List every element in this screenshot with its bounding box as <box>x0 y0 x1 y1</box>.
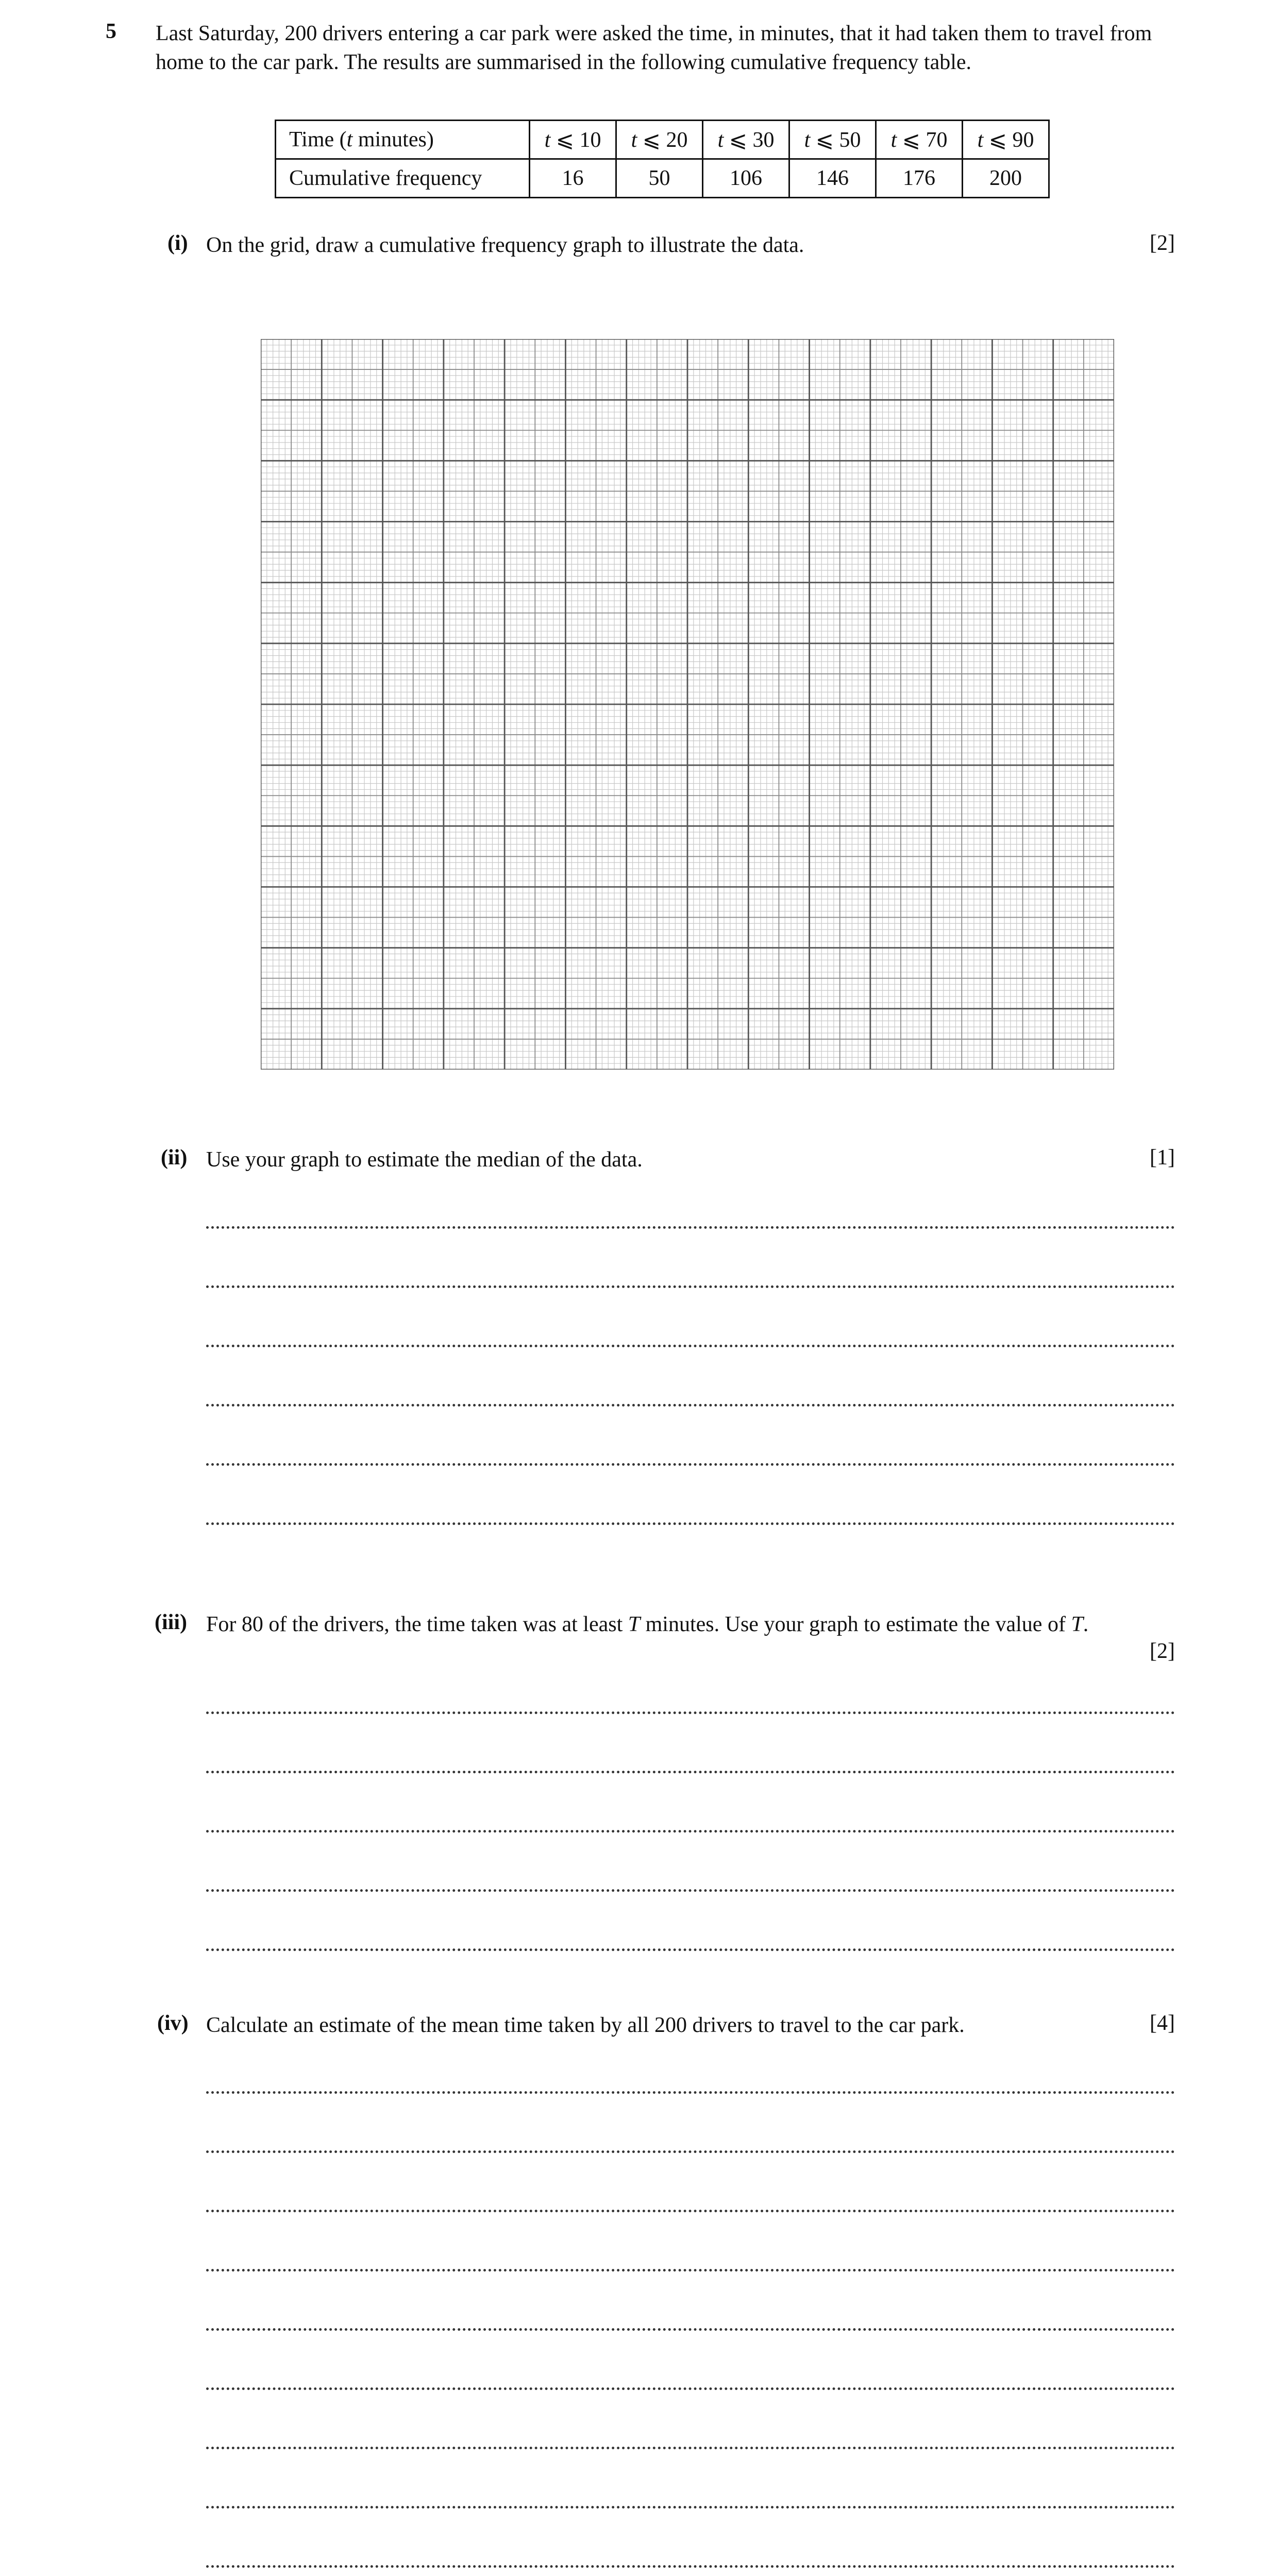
part-iii-text: For 80 of the drivers, the time taken was at least T minutes. Use your graph to estimate the value of T. <box>206 1613 1089 1636</box>
table-cell-bound: t ⩽ 20 <box>616 121 703 159</box>
table-cell-bound: t ⩽ 70 <box>876 121 963 159</box>
part-i-label: (i) <box>167 231 188 255</box>
answer-line[interactable] <box>206 2091 1175 2094</box>
answer-line[interactable] <box>206 2387 1175 2390</box>
table-cell-bound: t ⩽ 50 <box>789 121 876 159</box>
answer-line[interactable] <box>206 1285 1175 1288</box>
answer-line[interactable] <box>206 1226 1175 1229</box>
part-ii-marks: [1] <box>1150 1146 1175 1170</box>
part-i-marks: [2] <box>1150 231 1175 255</box>
part-iii-label: (iii) <box>155 1611 187 1634</box>
table-header-frequency: Cumulative frequency <box>276 159 530 198</box>
part-iv-label: (iv) <box>157 2011 189 2035</box>
answer-line[interactable] <box>206 2506 1175 2509</box>
table-cell-frequency: 50 <box>616 159 703 198</box>
table-cell-frequency: 146 <box>789 159 876 198</box>
part-iii-marks: [2] <box>1150 1639 1175 1663</box>
answer-line[interactable] <box>206 1522 1175 1525</box>
part-i-text: On the grid, draw a cumulative frequency graph to illustrate the data. <box>206 233 804 257</box>
answer-line[interactable] <box>206 1948 1175 1951</box>
table-header-time: Time (t minutes) <box>276 121 530 159</box>
table-cell-bound: t ⩽ 30 <box>703 121 789 159</box>
graph-paper-grid[interactable] <box>261 339 1114 1070</box>
answer-line[interactable] <box>206 2210 1175 2212</box>
table-cell-frequency: 16 <box>530 159 616 198</box>
table-cell-bound: t ⩽ 90 <box>963 121 1049 159</box>
table-row-frequency <box>276 159 1049 198</box>
part-ii-label: (ii) <box>161 1146 188 1170</box>
answer-line[interactable] <box>206 1345 1175 1347</box>
table-cell-frequency: 106 <box>703 159 789 198</box>
cumulative-frequency-table <box>275 120 1050 198</box>
part-iv-text: Calculate an estimate of the mean time taken by all 200 drivers to travel to the car park. <box>206 2013 965 2037</box>
table-cell-frequency: 176 <box>876 159 963 198</box>
answer-line[interactable] <box>206 1830 1175 1833</box>
answer-line[interactable] <box>206 1463 1175 1466</box>
answer-line[interactable] <box>206 2328 1175 2331</box>
answer-line[interactable] <box>206 1889 1175 1892</box>
answer-line[interactable] <box>206 2565 1175 2568</box>
answer-line[interactable] <box>206 2447 1175 2449</box>
table-cell-bound: t ⩽ 10 <box>530 121 616 159</box>
answer-line[interactable] <box>206 1771 1175 1773</box>
table-cell-frequency: 200 <box>963 159 1049 198</box>
question-stem: Last Saturday, 200 drivers entering a car park were asked the time, in minutes, that it had taken them to travel from home to the car park. The results are summarised in the following cumulative frequency table. <box>156 22 1152 74</box>
answer-line[interactable] <box>206 2269 1175 2272</box>
part-ii-text: Use your graph to estimate the median of the data. <box>206 1148 643 1172</box>
part-iv-marks: [4] <box>1150 2011 1175 2035</box>
answer-line[interactable] <box>206 2150 1175 2153</box>
question-number: 5 <box>106 20 116 43</box>
table-row-time <box>276 121 1049 159</box>
answer-line[interactable] <box>206 1404 1175 1406</box>
answer-line[interactable] <box>206 1711 1175 1714</box>
